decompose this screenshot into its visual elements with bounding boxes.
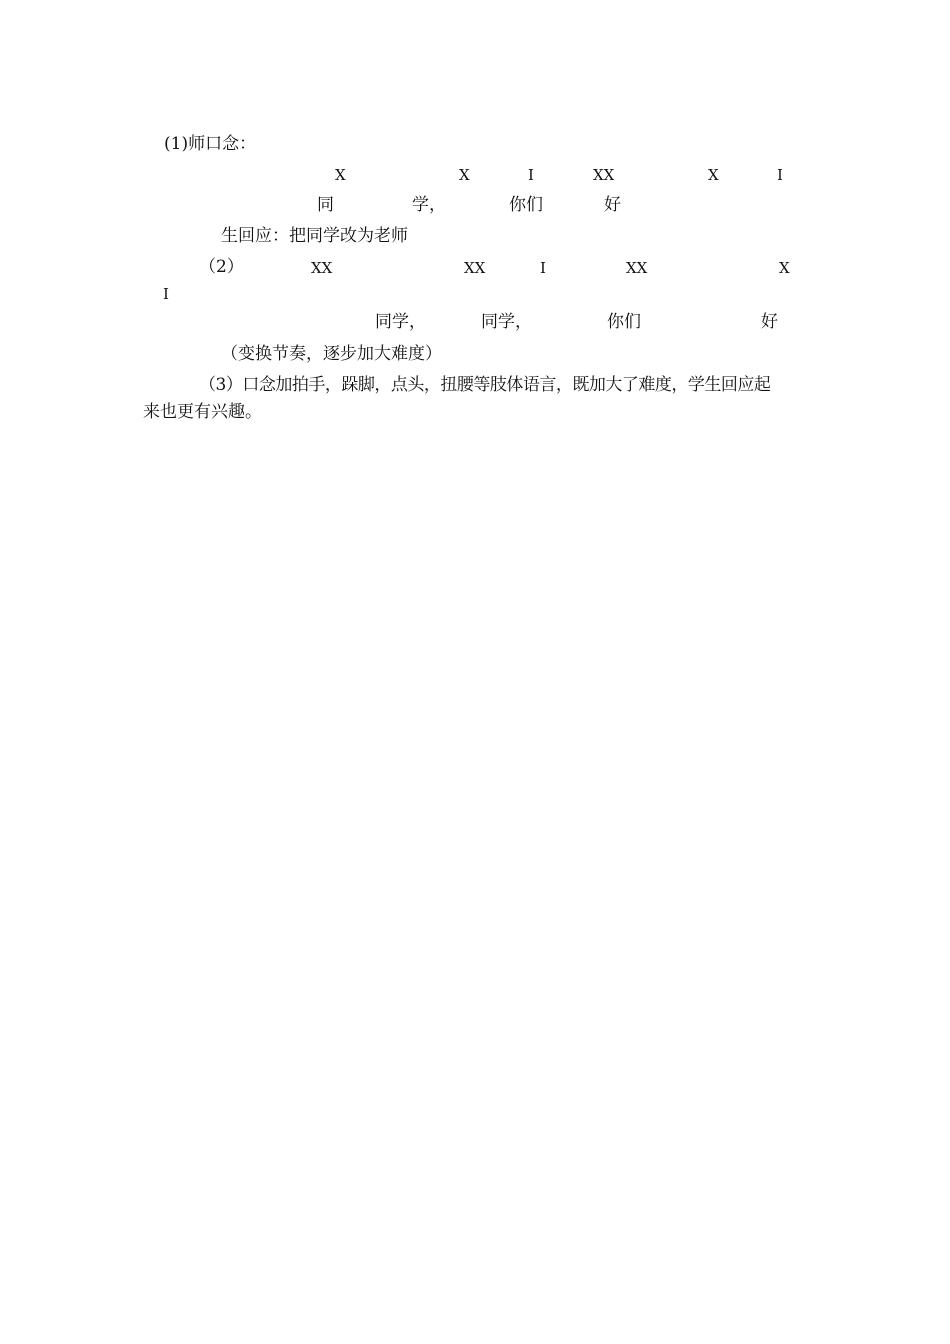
- lyric-word: 学，: [412, 195, 446, 215]
- lyric-word: 你们: [607, 312, 641, 332]
- rhythm-mark: X: [708, 166, 719, 184]
- rhythm-mark: XX: [593, 166, 615, 184]
- student-response: 生回应：把同学改为老师: [221, 226, 408, 246]
- rhythm-mark: I: [777, 166, 783, 184]
- rhythm-mark: XX: [626, 259, 648, 277]
- section2-label: （2）: [199, 257, 244, 277]
- lyric-word: 你们: [509, 195, 543, 215]
- section1-label: (1)师口念：: [164, 134, 257, 154]
- difficulty-note: （变换节奏，逐步加大难度）: [221, 344, 442, 364]
- rhythm-mark: I: [528, 166, 534, 184]
- lyric-word: 同学，: [481, 312, 532, 332]
- rhythm-mark: XX: [311, 259, 333, 277]
- rhythm-mark: XX: [464, 259, 486, 277]
- rhythm-mark: I: [540, 259, 546, 277]
- section3-line1: （3）口念加拍手，跺脚，点头，扭腰等肢体语言，既加大了难度，学生回应起: [199, 375, 771, 395]
- lyric-word: 同学，: [375, 312, 426, 332]
- rhythm-mark: X: [459, 166, 470, 184]
- lyric-word: 同: [317, 195, 334, 215]
- rhythm-mark: X: [779, 259, 790, 277]
- lyric-word: 好: [761, 312, 778, 332]
- lyric-word: 好: [604, 195, 621, 215]
- rhythm-mark: I: [163, 285, 169, 303]
- rhythm-mark: X: [335, 166, 346, 184]
- section3-line2: 来也更有兴趣。: [143, 402, 262, 422]
